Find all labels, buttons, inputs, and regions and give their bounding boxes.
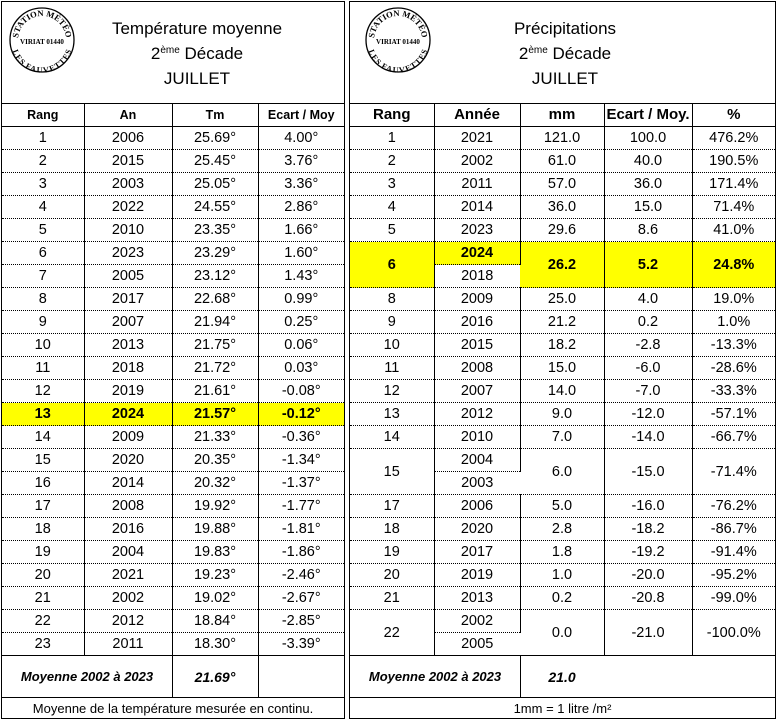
- table-cell: -76.2%: [692, 495, 775, 518]
- table-cell: 21.57°: [172, 403, 258, 426]
- table-cell: 13: [350, 403, 434, 426]
- table-cell: 2023: [84, 242, 172, 265]
- table-cell: 11: [350, 357, 434, 380]
- station-stamp-logo: [364, 6, 432, 74]
- table-cell: -2.46°: [258, 564, 344, 587]
- table-cell: 2013: [84, 334, 172, 357]
- table-cell: 40.0: [604, 150, 692, 173]
- table-cell: 6: [2, 242, 84, 265]
- table-row: [350, 587, 775, 610]
- table-cell: 5: [350, 219, 434, 242]
- table-cell: 25.0: [520, 288, 604, 311]
- table-cell: 1.43°: [258, 265, 344, 288]
- table-cell: -6.0: [604, 357, 692, 380]
- table-cell: -91.4%: [692, 541, 775, 564]
- table-cell: 476.2%: [692, 127, 775, 150]
- table-cell: 14: [350, 426, 434, 449]
- table-cell: 13: [2, 403, 84, 426]
- table-cell: 19.0%: [692, 288, 775, 311]
- table-cell: -2.8: [604, 334, 692, 357]
- column-header: Tm: [172, 103, 258, 127]
- table-cell: 2020: [434, 518, 520, 541]
- table-cell: 23: [2, 633, 84, 656]
- table-cell: 25.45°: [172, 150, 258, 173]
- table-cell: 9: [350, 311, 434, 334]
- table-cell: 36.0: [604, 173, 692, 196]
- table-row: [2, 518, 344, 541]
- table-cell: -1.37°: [258, 472, 344, 495]
- table-row: [2, 196, 344, 219]
- precipitation-month: JUILLET: [531, 69, 599, 88]
- table-cell: 20.35°: [172, 449, 258, 472]
- table-cell: 2017: [434, 541, 520, 564]
- table-row: [2, 219, 344, 242]
- table-cell: 4: [350, 196, 434, 219]
- table-cell: 21.61°: [172, 380, 258, 403]
- table-cell: 0.99°: [258, 288, 344, 311]
- table-cell: 12: [350, 380, 434, 403]
- table-cell: 2019: [434, 564, 520, 587]
- svg-text:VIRIAT 01440: VIRIAT 01440: [20, 38, 64, 46]
- table-cell: 24.8%: [692, 242, 775, 288]
- temperature-decade: 2ème Décade: [150, 44, 244, 63]
- table-cell: 2015: [434, 334, 520, 357]
- table-cell: 21.33°: [172, 426, 258, 449]
- table-cell: 2021: [434, 127, 520, 150]
- precipitation-title-block: [440, 16, 690, 91]
- table-cell: 15: [2, 449, 84, 472]
- table-row: [350, 288, 775, 311]
- precipitation-note: 1mm = 1 litre /m²: [350, 697, 775, 719]
- table-cell: 2017: [84, 288, 172, 311]
- table-cell: 3: [2, 173, 84, 196]
- table-cell: 2007: [434, 380, 520, 403]
- table-cell: 121.0: [520, 127, 604, 150]
- table-cell: -16.0: [604, 495, 692, 518]
- table-cell: 2010: [434, 426, 520, 449]
- temperature-header: [2, 2, 344, 104]
- table-cell: 9: [2, 311, 84, 334]
- table-cell: 17: [350, 495, 434, 518]
- table-cell: -1.34°: [258, 449, 344, 472]
- table-row: [2, 288, 344, 311]
- table-cell: 5.2: [604, 242, 692, 288]
- table-row: [2, 334, 344, 357]
- table-cell: 71.4%: [692, 196, 775, 219]
- table-cell: 21: [350, 587, 434, 610]
- table-cell: 2.86°: [258, 196, 344, 219]
- table-cell: 2006: [434, 495, 520, 518]
- table-cell: 4: [2, 196, 84, 219]
- table-row: [350, 173, 775, 196]
- table-cell: 3: [350, 173, 434, 196]
- table-cell: 18.84°: [172, 610, 258, 633]
- table-cell: 20: [350, 564, 434, 587]
- table-cell: 20: [2, 564, 84, 587]
- table-cell: 2007: [84, 311, 172, 334]
- table-cell: 0.2: [520, 587, 604, 610]
- table-row: [2, 564, 344, 587]
- table-cell: 21: [2, 587, 84, 610]
- table-cell: 2013: [434, 587, 520, 610]
- station-stamp-logo: [8, 6, 76, 74]
- table-cell: 2003: [84, 173, 172, 196]
- table-cell: 2005: [434, 633, 520, 656]
- table-cell: 18.2: [520, 334, 604, 357]
- table-row: [2, 311, 344, 334]
- table-row: [2, 633, 344, 656]
- table-row: [350, 449, 775, 472]
- table-cell: 1.8: [520, 541, 604, 564]
- table-cell: 61.0: [520, 150, 604, 173]
- table-cell: 14: [2, 426, 84, 449]
- table-row: [350, 196, 775, 219]
- table-cell: 21.2: [520, 311, 604, 334]
- table-row: [2, 127, 344, 150]
- temperature-average-value: 21.69°: [194, 669, 236, 685]
- table-cell: 1: [350, 127, 434, 150]
- temperature-title: Température moyenne: [111, 19, 283, 38]
- table-row: [2, 426, 344, 449]
- table-cell: 24.55°: [172, 196, 258, 219]
- column-header: Ecart / Moy: [258, 103, 344, 127]
- table-cell: -21.0: [604, 610, 692, 656]
- table-row: [350, 357, 775, 380]
- table-row: [350, 518, 775, 541]
- table-cell: 2.8: [520, 518, 604, 541]
- table-cell: 8: [350, 288, 434, 311]
- table-cell: 57.0: [520, 173, 604, 196]
- table-row: [350, 541, 775, 564]
- table-cell: 16: [2, 472, 84, 495]
- table-cell: 7: [2, 265, 84, 288]
- table-row: [2, 449, 344, 472]
- table-cell: -0.36°: [258, 426, 344, 449]
- table-cell: 2002: [434, 610, 520, 633]
- table-cell: 2004: [84, 541, 172, 564]
- table-cell: -15.0: [604, 449, 692, 495]
- table-row: [2, 495, 344, 518]
- table-cell: 2022: [84, 196, 172, 219]
- table-cell: 2002: [84, 587, 172, 610]
- table-cell: -18.2: [604, 518, 692, 541]
- svg-text:STATION MÉTÉO: STATION MÉTÉO: [10, 7, 74, 39]
- precipitation-title: Précipitations: [513, 19, 617, 38]
- table-cell: 1: [2, 127, 84, 150]
- table-row: [2, 357, 344, 380]
- table-cell: 36.0: [520, 196, 604, 219]
- table-row: [2, 610, 344, 633]
- divider: [258, 656, 259, 698]
- table-cell: -19.2: [604, 541, 692, 564]
- table-cell: 18: [350, 518, 434, 541]
- table-row: [2, 587, 344, 610]
- table-cell: 2015: [84, 150, 172, 173]
- table-cell: 22.68°: [172, 288, 258, 311]
- temperature-title-block: [72, 16, 322, 91]
- table-row: [2, 242, 344, 265]
- table-row: [350, 150, 775, 173]
- table-cell: -28.6%: [692, 357, 775, 380]
- table-row: [350, 311, 775, 334]
- table-row: [350, 610, 775, 633]
- table-cell: 1.0%: [692, 311, 775, 334]
- table-row: [2, 173, 344, 196]
- table-cell: -2.85°: [258, 610, 344, 633]
- column-header: %: [692, 103, 775, 127]
- table-cell: 2018: [434, 265, 520, 288]
- table-cell: -3.39°: [258, 633, 344, 656]
- temperature-average-row: [2, 655, 344, 697]
- table-cell: 1.60°: [258, 242, 344, 265]
- table-cell: 19: [350, 541, 434, 564]
- table-cell: 41.0%: [692, 219, 775, 242]
- table-cell: 19: [2, 541, 84, 564]
- table-row: [2, 265, 344, 288]
- table-cell: -0.12°: [258, 403, 344, 426]
- precipitation-average-label: Moyenne 2002 à 2023: [368, 669, 502, 684]
- table-cell: 0.06°: [258, 334, 344, 357]
- table-cell: 2009: [434, 288, 520, 311]
- table-cell: 7.0: [520, 426, 604, 449]
- table-cell: 2006: [84, 127, 172, 150]
- table-cell: 0.25°: [258, 311, 344, 334]
- table-cell: 4.0: [604, 288, 692, 311]
- table-cell: 2: [350, 150, 434, 173]
- table-cell: -2.67°: [258, 587, 344, 610]
- table-cell: 5.0: [520, 495, 604, 518]
- table-row: [350, 219, 775, 242]
- temperature-note: Moyenne de la température mesurée en continu.: [2, 697, 344, 719]
- precipitation-header-row: [350, 103, 775, 127]
- column-header: Année: [434, 103, 520, 127]
- table-cell: -33.3%: [692, 380, 775, 403]
- temperature-month: JUILLET: [163, 69, 231, 88]
- precipitation-decade: 2ème Décade: [518, 44, 612, 63]
- table-cell: 18.30°: [172, 633, 258, 656]
- table-cell: 19.83°: [172, 541, 258, 564]
- table-cell: 8.6: [604, 219, 692, 242]
- table-cell: 22: [2, 610, 84, 633]
- table-cell: -14.0: [604, 426, 692, 449]
- table-cell: 19.92°: [172, 495, 258, 518]
- svg-text:LES FAUVETTES: LES FAUVETTES: [366, 48, 430, 74]
- table-cell: 2021: [84, 564, 172, 587]
- table-cell: 2024: [434, 242, 520, 265]
- table-cell: 10: [350, 334, 434, 357]
- table-cell: 18: [2, 518, 84, 541]
- precipitation-average-row: [350, 655, 775, 697]
- table-cell: 23.29°: [172, 242, 258, 265]
- column-header: mm: [520, 103, 604, 127]
- table-row: [2, 472, 344, 495]
- table-row: [2, 380, 344, 403]
- table-cell: -1.86°: [258, 541, 344, 564]
- table-cell: 2018: [84, 357, 172, 380]
- table-cell: 11: [2, 357, 84, 380]
- svg-text:LES FAUVETTES: LES FAUVETTES: [10, 48, 74, 74]
- table-cell: 171.4%: [692, 173, 775, 196]
- table-row: [350, 426, 775, 449]
- table-cell: 14.0: [520, 380, 604, 403]
- table-cell: 5: [2, 219, 84, 242]
- table-cell: 25.69°: [172, 127, 258, 150]
- table-cell: 17: [2, 495, 84, 518]
- table-cell: 1.0: [520, 564, 604, 587]
- table-cell: 21.75°: [172, 334, 258, 357]
- column-header: Ecart / Moy.: [604, 103, 692, 127]
- table-cell: -1.77°: [258, 495, 344, 518]
- table-cell: 2: [2, 150, 84, 173]
- table-cell: 3.36°: [258, 173, 344, 196]
- table-cell: -99.0%: [692, 587, 775, 610]
- table-cell: -100.0%: [692, 610, 775, 656]
- temperature-average-label: Moyenne 2002 à 2023: [20, 669, 154, 684]
- column-header: An: [84, 103, 172, 127]
- table-cell: 3.76°: [258, 150, 344, 173]
- table-cell: 2008: [84, 495, 172, 518]
- table-row: [350, 127, 775, 150]
- table-cell: 2004: [434, 449, 520, 472]
- table-row: [350, 242, 775, 265]
- table-cell: -0.08°: [258, 380, 344, 403]
- table-cell: -86.7%: [692, 518, 775, 541]
- svg-text:VIRIAT 01440: VIRIAT 01440: [376, 38, 420, 46]
- table-cell: -66.7%: [692, 426, 775, 449]
- table-cell: 23.12°: [172, 265, 258, 288]
- table-cell: 2010: [84, 219, 172, 242]
- table-cell: 2014: [84, 472, 172, 495]
- table-cell: 29.6: [520, 219, 604, 242]
- table-cell: 2023: [434, 219, 520, 242]
- table-cell: 2016: [84, 518, 172, 541]
- table-cell: 2009: [84, 426, 172, 449]
- table-cell: 2011: [84, 633, 172, 656]
- temperature-table: [2, 103, 344, 656]
- precipitation-table: [350, 103, 775, 656]
- table-cell: 2008: [434, 357, 520, 380]
- table-cell: 2003: [434, 472, 520, 495]
- table-cell: 2005: [84, 265, 172, 288]
- precipitation-average-value: 21.0: [548, 669, 576, 685]
- table-cell: 22: [350, 610, 434, 656]
- table-cell: 2002: [434, 150, 520, 173]
- table-cell: 21.72°: [172, 357, 258, 380]
- table-cell: 0.0: [520, 610, 604, 656]
- table-row: [350, 334, 775, 357]
- precipitation-header: [350, 2, 775, 104]
- table-cell: 2016: [434, 311, 520, 334]
- table-cell: 2024: [84, 403, 172, 426]
- table-cell: 6.0: [520, 449, 604, 495]
- table-cell: 15: [350, 449, 434, 495]
- table-cell: 2011: [434, 173, 520, 196]
- table-cell: 2019: [84, 380, 172, 403]
- table-cell: 15.0: [520, 357, 604, 380]
- table-cell: -20.0: [604, 564, 692, 587]
- table-row: [2, 541, 344, 564]
- table-row: [350, 403, 775, 426]
- table-cell: 100.0: [604, 127, 692, 150]
- table-cell: 21.94°: [172, 311, 258, 334]
- table-cell: 23.35°: [172, 219, 258, 242]
- table-cell: -71.4%: [692, 449, 775, 495]
- table-cell: 26.2: [520, 242, 604, 288]
- table-row: [2, 150, 344, 173]
- table-cell: -7.0: [604, 380, 692, 403]
- column-header: Rang: [350, 103, 434, 127]
- table-row: [2, 403, 344, 426]
- temperature-panel: [1, 1, 345, 719]
- table-cell: -20.8: [604, 587, 692, 610]
- table-cell: 2014: [434, 196, 520, 219]
- table-cell: 190.5%: [692, 150, 775, 173]
- table-row: [350, 495, 775, 518]
- table-cell: 15.0: [604, 196, 692, 219]
- table-cell: 2020: [84, 449, 172, 472]
- table-cell: -1.81°: [258, 518, 344, 541]
- table-cell: 19.88°: [172, 518, 258, 541]
- table-cell: 8: [2, 288, 84, 311]
- temperature-header-row: [2, 103, 344, 127]
- table-cell: 2012: [434, 403, 520, 426]
- table-cell: 6: [350, 242, 434, 288]
- table-cell: -95.2%: [692, 564, 775, 587]
- table-row: [350, 564, 775, 587]
- svg-text:STATION MÉTÉO: STATION MÉTÉO: [366, 7, 430, 39]
- table-cell: -13.3%: [692, 334, 775, 357]
- table-cell: 12: [2, 380, 84, 403]
- table-cell: 1.66°: [258, 219, 344, 242]
- table-cell: 19.23°: [172, 564, 258, 587]
- table-cell: 19.02°: [172, 587, 258, 610]
- table-cell: -12.0: [604, 403, 692, 426]
- table-cell: 0.2: [604, 311, 692, 334]
- table-row: [350, 380, 775, 403]
- table-cell: 9.0: [520, 403, 604, 426]
- table-cell: 10: [2, 334, 84, 357]
- table-cell: 2012: [84, 610, 172, 633]
- column-header: Rang: [2, 103, 84, 127]
- precipitation-panel: [349, 1, 776, 719]
- table-cell: 4.00°: [258, 127, 344, 150]
- table-cell: 25.05°: [172, 173, 258, 196]
- table-cell: -57.1%: [692, 403, 775, 426]
- table-cell: 0.03°: [258, 357, 344, 380]
- table-cell: 20.32°: [172, 472, 258, 495]
